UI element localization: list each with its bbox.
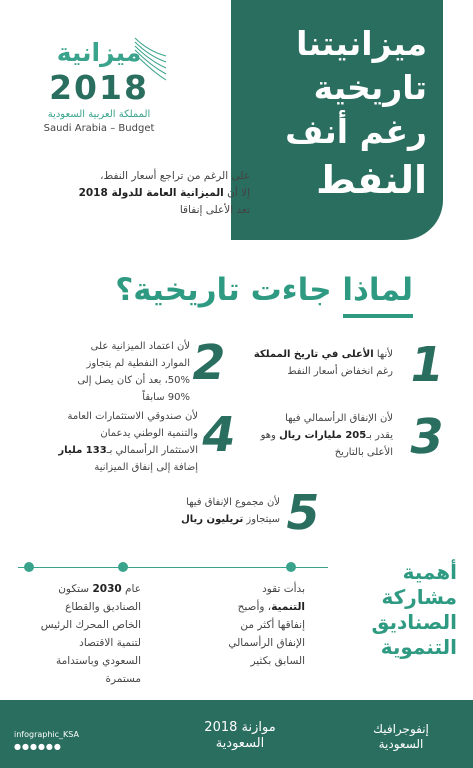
timeline-right-line-5: السابق بكثير — [250, 655, 305, 667]
side-title-line-3: الصناديق — [371, 610, 457, 634]
intro-line-2-prefix: إلا أن — [227, 187, 250, 199]
item-5-line-2-prefix: سيتجاوز — [246, 514, 280, 525]
timeline-left-line-6: مستمرة — [105, 673, 141, 685]
item-3-line-3: الأعلى بالتاريخ — [334, 447, 393, 458]
item-4-text — [38, 408, 198, 476]
timeline-right-line-2-suffix: ، وأصبح — [237, 601, 272, 613]
footer-bar — [0, 700, 473, 768]
item-1-number: 1 — [404, 337, 448, 393]
hero-title — [241, 22, 427, 206]
item-5-line-1: لأن مجموع الإنفاق فيها — [186, 497, 280, 508]
intro-line-1: على الرغم من تراجع أسعار النفط، — [100, 170, 250, 182]
timeline-right-line-4: الإنفاق الرأسمالي — [228, 637, 305, 649]
footer-handle[interactable]: infographic_KSA — [14, 730, 79, 739]
logo-title-ar: ميزانية — [56, 38, 142, 67]
item-1-line-1 — [253, 346, 393, 363]
intro-line-2-bold: الميزانية العامة للدولة 2018 — [78, 187, 224, 199]
item-2-number: 2 — [187, 335, 231, 391]
item-4-line-3-prefix: الاستثمار الرأسمالي بـ — [106, 445, 198, 456]
timeline-left-line-2: الصناديق والقطاع — [65, 601, 141, 613]
item-2-text — [50, 338, 190, 406]
palm-swords-emblem-icon — [100, 28, 170, 98]
timeline-right-line-1: بدأت تقود — [262, 583, 305, 595]
intro-line-3: تعد الأعلى إنفاقا — [179, 204, 250, 216]
item-4-line-4: إضافة إلى إنفاق الميزانية — [94, 462, 198, 473]
timeline-right-line-2-bold: التنمية — [271, 601, 305, 613]
item-4-line-3 — [38, 442, 198, 459]
footer-budget-logo — [185, 720, 295, 752]
side-title-line-2: مشاركة — [381, 585, 457, 609]
timeline-left-line-4: لتنمية الاقتصاد — [79, 637, 141, 649]
hero-line-3: رغم أنف — [285, 112, 427, 151]
item-5-text — [140, 494, 280, 528]
item-2-line-1: لأن اعتماد الميزانية على — [90, 341, 190, 352]
item-4-line-1: لأن صندوقي الاستثمارات العامة — [67, 411, 198, 422]
side-title-line-1: أهمية — [402, 560, 457, 584]
item-1-text — [253, 346, 393, 380]
timeline-right-text — [190, 580, 305, 670]
item-4-number: 4 — [197, 407, 241, 463]
timeline-dot-left — [118, 562, 128, 572]
section-title: لماذا جاءت تاريخية؟ — [115, 272, 413, 308]
item-1-line-1-bold: الأعلى في تاريخ المملكة — [253, 349, 374, 360]
item-3-line-2 — [243, 427, 393, 444]
footer-center-line-1: موازنة 2018 — [204, 720, 276, 735]
hero-line-4: النفط — [316, 158, 427, 202]
side-title-line-4: التنموية — [380, 635, 457, 659]
item-2-line-4: 90% سابقاً — [142, 392, 190, 403]
intro-line-2 — [30, 185, 250, 202]
item-3-line-1: لأن الإنفاق الرأسمالي فيها — [285, 413, 393, 424]
timeline-left-line-1-bold: 2030 — [92, 583, 122, 595]
hero-line-1: ميزانيتنا — [296, 24, 427, 63]
timeline-left-line-5: السعودي وباستدامة — [55, 655, 141, 667]
timeline-right-line-2 — [190, 598, 305, 616]
item-5-number: 5 — [281, 485, 325, 541]
logo-subtitle-en: Saudi Arabia – Budget — [43, 123, 155, 134]
item-3-text — [243, 410, 393, 461]
budget-logo — [24, 28, 174, 158]
footer-social-icons[interactable]: ●●●●●● — [14, 742, 62, 751]
footer-right-line-1: إنفوجرافيك — [373, 722, 429, 736]
timeline-right-line-3: إنفاقها أكثر من — [240, 619, 305, 631]
item-4-line-2: والتنمية الوطني يدعمان — [100, 428, 198, 439]
item-4-line-3-bold: 133 مليار — [58, 445, 107, 456]
item-3-number: 3 — [404, 409, 448, 465]
hero-line-2: تاريخية — [313, 68, 427, 107]
timeline-line — [18, 567, 328, 568]
item-3-line-2-suffix: وهو — [260, 430, 280, 441]
item-3-line-2-prefix: يقدر بـ — [366, 430, 393, 441]
timeline-left-line-1-prefix: عام — [125, 583, 141, 595]
item-5-line-2 — [140, 511, 280, 528]
intro-text — [30, 168, 250, 219]
item-2-line-2: الموارد النفطية لم يتجاوز — [86, 358, 190, 369]
footer-right-line-2: السعودية — [378, 737, 424, 751]
logo-year: 2018 — [49, 68, 149, 107]
timeline-dot-right — [286, 562, 296, 572]
footer-center-line-2: السعودية — [215, 736, 265, 751]
hero-panel — [231, 0, 443, 240]
logo-subtitle-ar: المملكة العربية السعودية — [47, 109, 151, 120]
timeline-left-text — [26, 580, 141, 688]
item-5-line-2-bold: تريليون ريال — [181, 514, 244, 525]
item-1-line-1-prefix: لأنها — [376, 349, 393, 360]
timeline-left-line-3: الخاص المحرك الرئيس — [40, 619, 141, 631]
item-3-line-2-bold: 205 مليارات ريال — [279, 430, 367, 441]
timeline-left-line-1-suffix: ستكون — [58, 583, 93, 595]
section-underline — [343, 314, 413, 318]
timeline-left-line-1 — [26, 580, 141, 598]
item-2-line-3: 50%، بعد أن كان يصل إلى — [77, 375, 190, 386]
item-1-line-2: رغم انخفاض أسعار النفط — [287, 366, 393, 377]
footer-brand-logo — [351, 722, 451, 752]
timeline-dot-left-end — [24, 562, 34, 572]
side-title — [371, 560, 457, 660]
